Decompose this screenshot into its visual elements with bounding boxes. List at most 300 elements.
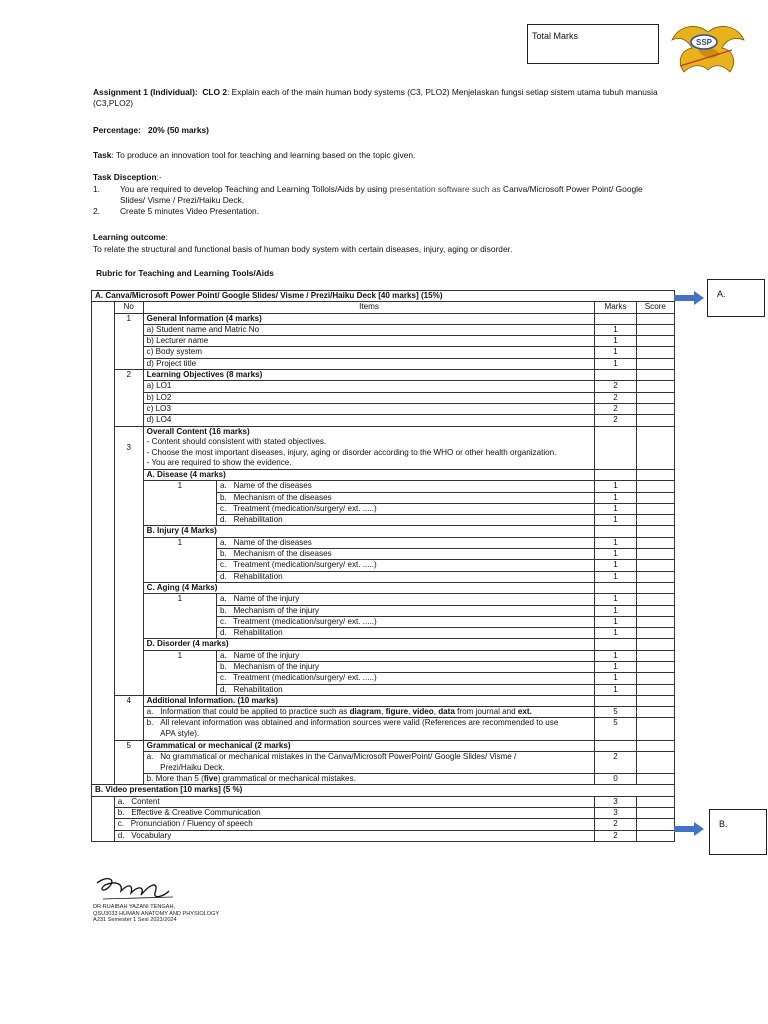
table-cell <box>92 707 115 718</box>
cell-text: Pronunciation / Fluency of speech <box>130 819 253 829</box>
table-cell <box>636 426 674 469</box>
table-cell <box>114 403 143 414</box>
cell-text: five <box>203 774 218 784</box>
table-cell: 1 <box>595 616 636 627</box>
table-cell <box>92 560 115 571</box>
cell-text: c. <box>220 560 227 570</box>
table-cell: 1 <box>143 537 216 548</box>
score-cell[interactable] <box>636 808 674 819</box>
cell-text: Rehabilitation <box>233 515 283 525</box>
table-row <box>92 324 675 335</box>
cell-text: Treatment (medication/surgery/ ext. .....) <box>233 616 377 626</box>
table-cell <box>595 426 636 469</box>
table-cell <box>114 830 595 841</box>
cell-text: a. <box>220 650 227 660</box>
table-row <box>92 537 675 548</box>
table-cell <box>595 740 636 751</box>
table-cell <box>92 594 115 605</box>
table-cell: D. Disorder (4 marks) <box>143 639 595 650</box>
table-cell <box>92 526 115 537</box>
cell-text: ext. <box>517 707 532 717</box>
cell-text: Vocabulary <box>131 830 172 840</box>
cell-text: Rehabilitation <box>233 571 283 581</box>
cell-text: video <box>412 707 434 717</box>
table-cell <box>92 650 115 661</box>
table-cell <box>595 370 636 381</box>
table-cell <box>636 639 674 650</box>
score-cell[interactable] <box>636 774 674 785</box>
table-row <box>92 740 675 751</box>
table-row <box>92 661 675 672</box>
subsection-row <box>92 639 675 650</box>
subsection-row <box>92 582 675 593</box>
cell-text: - Choose the most important diseases, injury, aging or disorder according to the WHO or other health organization. <box>146 447 557 457</box>
arrow-right-icon <box>674 822 704 836</box>
table-cell <box>114 560 143 571</box>
score-cell[interactable] <box>636 673 674 684</box>
score-cell[interactable] <box>636 594 674 605</box>
task-description-list <box>93 184 683 217</box>
table-cell <box>92 302 115 313</box>
score-cell[interactable] <box>636 560 674 571</box>
cell-text: b. <box>146 718 154 728</box>
table-cell <box>143 503 216 514</box>
table-cell <box>92 515 115 526</box>
table-cell <box>92 537 115 548</box>
cell-text: Name of the injury <box>233 594 300 604</box>
table-row <box>92 751 675 773</box>
table-cell <box>92 426 115 469</box>
section-b-row <box>92 785 675 796</box>
table-cell: 1 <box>595 324 636 335</box>
cell-text: Name of the diseases <box>233 537 312 547</box>
table-cell <box>114 526 143 537</box>
table-cell: b) LO2 <box>143 392 595 403</box>
table-cell <box>92 503 115 514</box>
table-cell: 4 <box>114 695 143 706</box>
table-cell <box>92 492 115 503</box>
table-cell <box>114 381 143 392</box>
score-cell[interactable] <box>636 718 674 740</box>
cell-text: Content <box>131 796 160 806</box>
percentage-line: Percentage: 20% (50 marks) <box>93 125 209 135</box>
table-cell <box>114 751 143 773</box>
cell-text: Treatment (medication/surgery/ ext. .....) <box>233 503 377 513</box>
table-cell <box>143 751 595 773</box>
table-cell <box>114 492 143 503</box>
table-cell: 1 <box>595 481 636 492</box>
table-cell: 1 <box>595 503 636 514</box>
score-cell[interactable] <box>636 751 674 773</box>
side-box-a: A. <box>707 279 765 317</box>
table-cell <box>92 324 115 335</box>
score-cell[interactable] <box>636 796 674 807</box>
table-cell: 1 <box>114 313 143 324</box>
col-items: Items <box>143 302 595 313</box>
assignment-heading: Assignment 1 (Individual): CLO 2: Explain each of the main human body systems (C3, PLO2) Menjelaskan fungsi setiap sistem utama tubuh manusia (C3,PLO2) <box>93 87 658 108</box>
table-row <box>92 594 675 605</box>
table-cell: c) LO3 <box>143 403 595 414</box>
table-row <box>92 358 675 369</box>
arrow-right-icon <box>674 291 704 305</box>
list-item: 1. You are required to develop Teaching and Learning Tollols/Aids by using presentation software such as Canva/Microsoft Power Point/ Google Slides/ Visme / Prezi/Haiku Deck. <box>93 184 643 205</box>
cell-text: Mechanism of the injury <box>233 661 320 671</box>
table-cell <box>114 347 143 358</box>
cell-text: ) grammatical or mechanical mistakes. <box>217 774 356 784</box>
table-cell: 1 <box>143 650 216 661</box>
table-cell: 2 <box>595 381 636 392</box>
cell-text: Information that could be applied to practice such as <box>160 707 350 717</box>
table-row <box>92 403 675 414</box>
table-cell <box>143 628 216 639</box>
cell-text: Treatment (medication/surgery/ ext. .....) <box>233 560 377 570</box>
list-item: 2. Create 5 minutes Video Presentation. <box>93 206 260 216</box>
table-cell <box>92 582 115 593</box>
table-cell <box>143 549 216 560</box>
cell-text: Name of the diseases <box>233 481 312 491</box>
table-row <box>92 605 675 616</box>
score-cell[interactable] <box>636 707 674 718</box>
table-cell <box>92 718 115 740</box>
section-a-row <box>92 291 675 302</box>
score-cell[interactable] <box>636 324 674 335</box>
table-row <box>92 313 675 324</box>
score-cell[interactable] <box>636 628 674 639</box>
table-cell <box>92 774 115 785</box>
total-marks-label: Total Marks <box>532 31 579 41</box>
table-cell <box>595 639 636 650</box>
table-cell <box>217 661 595 672</box>
table-cell: a) Student name and Matric No <box>143 324 595 335</box>
table-cell <box>114 324 143 335</box>
table-cell: 0 <box>595 774 636 785</box>
table-cell <box>217 605 595 616</box>
score-cell[interactable] <box>636 381 674 392</box>
score-cell[interactable] <box>636 515 674 526</box>
table-cell <box>114 582 143 593</box>
table-cell <box>217 571 595 582</box>
score-cell[interactable] <box>636 347 674 358</box>
cell-text: Prezi/Haiku Deck. <box>160 762 225 772</box>
signature-icon <box>93 873 183 907</box>
score-cell[interactable] <box>636 415 674 426</box>
table-cell <box>92 830 115 841</box>
table-cell <box>92 628 115 639</box>
table-cell <box>92 370 115 381</box>
table-cell: 5 <box>595 718 636 740</box>
score-cell[interactable] <box>636 616 674 627</box>
table-row <box>92 503 675 514</box>
table-cell <box>143 605 216 616</box>
cell-text: b. <box>220 549 227 559</box>
table-cell: General Information (4 marks) <box>143 313 595 324</box>
table-cell <box>217 492 595 503</box>
table-cell: B. Injury (4 Marks) <box>143 526 595 537</box>
table-cell <box>92 661 115 672</box>
score-cell[interactable] <box>636 549 674 560</box>
svg-text:SSP: SSP <box>695 38 713 47</box>
table-cell <box>143 718 595 740</box>
score-cell[interactable] <box>636 830 674 841</box>
cell-text: data <box>438 707 455 717</box>
table-cell <box>217 560 595 571</box>
table-cell: 1 <box>143 594 216 605</box>
score-cell[interactable] <box>636 650 674 661</box>
header-row <box>92 302 675 313</box>
table-cell: 2 <box>595 819 636 830</box>
cell-text: diagram <box>349 707 382 717</box>
table-cell <box>114 469 143 480</box>
score-cell[interactable] <box>636 819 674 830</box>
learning-outcome-heading: Learning outcome: <box>93 232 168 242</box>
table-cell <box>92 695 115 706</box>
cell-text: Effective & Creative Communication <box>131 808 261 818</box>
table-cell <box>114 684 143 695</box>
table-cell: 1 <box>595 560 636 571</box>
table-row <box>92 695 675 706</box>
table-cell <box>595 582 636 593</box>
score-cell[interactable] <box>636 537 674 548</box>
table-cell <box>636 582 674 593</box>
col-no: No <box>114 302 143 313</box>
table-cell <box>114 392 143 403</box>
table-cell <box>143 560 216 571</box>
cell-text: No grammatical or mechanical mistakes in the Canva/Microsoft PowerPoint/ Google Slides/ Visme / <box>160 751 517 761</box>
table-cell <box>114 336 143 347</box>
cell-text: , <box>408 707 413 717</box>
table-cell <box>143 661 216 672</box>
table-cell: 1 <box>595 661 636 672</box>
score-cell[interactable] <box>636 336 674 347</box>
cell-text: , <box>433 707 439 717</box>
table-cell <box>217 594 595 605</box>
table-cell <box>114 796 595 807</box>
table-cell: d) LO4 <box>143 415 595 426</box>
table-cell: 2 <box>595 392 636 403</box>
table-row <box>92 492 675 503</box>
score-cell[interactable] <box>636 492 674 503</box>
table-cell <box>143 571 216 582</box>
score-cell[interactable] <box>636 403 674 414</box>
table-cell: 2 <box>595 403 636 414</box>
table-cell <box>92 808 115 819</box>
table-cell: 3 <box>595 808 636 819</box>
table-cell: b) Lecturer name <box>143 336 595 347</box>
table-row <box>92 549 675 560</box>
table-cell <box>92 392 115 403</box>
table-row <box>92 707 675 718</box>
table-cell <box>92 740 115 751</box>
table-cell: 1 <box>595 336 636 347</box>
task-description-heading: Task Disception:- <box>93 172 162 182</box>
table-cell <box>143 707 595 718</box>
table-cell: 1 <box>595 673 636 684</box>
score-cell[interactable] <box>636 661 674 672</box>
table-cell <box>92 673 115 684</box>
table-cell: a) LO1 <box>143 381 595 392</box>
table-cell: d) Project title <box>143 358 595 369</box>
table-cell: c) Body system <box>143 347 595 358</box>
table-cell <box>92 313 115 324</box>
cell-text: b. <box>220 661 227 671</box>
table-cell <box>114 571 143 582</box>
table-cell <box>92 796 115 807</box>
table-row <box>92 830 675 841</box>
cell-text: a. <box>220 594 227 604</box>
col-marks: Marks <box>595 302 636 313</box>
table-cell <box>114 549 143 560</box>
table-row <box>92 370 675 381</box>
table-cell <box>217 549 595 560</box>
table-cell: 1 <box>595 358 636 369</box>
table-cell <box>114 594 143 605</box>
table-row <box>92 347 675 358</box>
table-row <box>92 415 675 426</box>
table-cell <box>636 695 674 706</box>
score-cell[interactable] <box>636 684 674 695</box>
score-cell[interactable] <box>636 481 674 492</box>
table-row <box>92 481 675 492</box>
table-cell: Grammatical or mechanical (2 marks) <box>143 740 595 751</box>
eagle-logo-icon <box>668 20 746 84</box>
table-cell <box>217 650 595 661</box>
table-cell <box>114 661 143 672</box>
table-row <box>92 774 675 785</box>
cell-text: d. <box>117 830 125 840</box>
table-cell <box>114 358 143 369</box>
table-cell <box>595 469 636 480</box>
table-cell <box>143 515 216 526</box>
task-line: Task: To produce an innovation tool for teaching and learning based on the topic given. <box>93 150 416 160</box>
table-cell <box>217 673 595 684</box>
table-cell <box>114 707 143 718</box>
table-cell <box>217 503 595 514</box>
table-cell: Learning Objectives (8 marks) <box>143 370 595 381</box>
table-cell <box>92 639 115 650</box>
table-cell: A. Disease (4 marks) <box>143 469 595 480</box>
table-row <box>92 336 675 347</box>
table-cell <box>92 481 115 492</box>
section-a-title: A. Canva/Microsoft Power Point/ Google Slides/ Visme / Prezi/Haiku Deck [40 marks] (15%) <box>92 291 675 302</box>
table-cell <box>114 673 143 684</box>
table-cell: 1 <box>595 684 636 695</box>
table-cell: 1 <box>595 650 636 661</box>
table-cell: 2 <box>595 751 636 773</box>
table-cell: 1 <box>595 537 636 548</box>
cell-text: APA style). <box>160 729 200 739</box>
table-cell <box>114 628 143 639</box>
table-cell: 1 <box>595 515 636 526</box>
table-cell <box>92 336 115 347</box>
cell-text: b. <box>220 492 227 502</box>
table-cell <box>114 537 143 548</box>
table-cell <box>636 469 674 480</box>
table-cell: 1 <box>595 628 636 639</box>
side-box-b: B. <box>709 809 767 855</box>
table-row <box>92 571 675 582</box>
table-row <box>92 392 675 403</box>
table-cell: C. Aging (4 Marks) <box>143 582 595 593</box>
table-cell <box>636 526 674 537</box>
table-cell <box>92 819 115 830</box>
table-cell <box>92 549 115 560</box>
cell-text: a. <box>146 751 154 761</box>
cell-text: c. <box>220 616 227 626</box>
table-cell <box>143 684 216 695</box>
footer: DR RUAIBAH YAZANI TENGAH, QSU3033 HUMAN ANATOMY AND PHYSIOLOGY A231 Semester 1 Sesi 2023/2024 <box>93 904 220 924</box>
cell-text: c. <box>117 819 125 829</box>
score-cell[interactable] <box>636 358 674 369</box>
table-cell <box>595 526 636 537</box>
cell-text: d. <box>220 684 227 694</box>
cell-text: a. <box>220 537 227 547</box>
cell-text: - Content should consistent with stated objectives. <box>146 437 327 447</box>
score-cell[interactable] <box>636 503 674 514</box>
score-cell[interactable] <box>636 392 674 403</box>
cell-text: Rehabilitation <box>233 684 283 694</box>
table-row <box>92 515 675 526</box>
table-cell <box>143 616 216 627</box>
learning-outcome-text: To relate the structural and functional basis of human body system with certain diseases, injury, aging or disorder. <box>93 244 513 254</box>
table-cell <box>114 515 143 526</box>
table-row <box>92 718 675 740</box>
table-cell <box>92 347 115 358</box>
cell-text: d. <box>220 628 227 638</box>
cell-text: d. <box>220 571 227 581</box>
cell-text: d. <box>220 515 227 525</box>
table-cell <box>92 571 115 582</box>
table-row <box>92 796 675 807</box>
table-cell <box>114 774 143 785</box>
cell-text: b. <box>117 808 125 818</box>
table-cell <box>92 616 115 627</box>
table-cell <box>217 628 595 639</box>
table-cell <box>636 740 674 751</box>
table-cell <box>595 313 636 324</box>
table-cell <box>92 469 115 480</box>
table-cell: 1 <box>595 594 636 605</box>
table-cell <box>114 503 143 514</box>
table-cell <box>92 381 115 392</box>
overall-content-cell <box>143 426 595 469</box>
score-cell[interactable] <box>636 605 674 616</box>
cell-text: Overall Content (16 marks) <box>146 426 250 436</box>
table-cell <box>114 616 143 627</box>
table-cell <box>114 481 143 492</box>
table-row <box>92 628 675 639</box>
table-cell <box>595 695 636 706</box>
table-cell <box>143 774 595 785</box>
table-cell <box>114 819 595 830</box>
subsection-row <box>92 469 675 480</box>
table-row <box>92 684 675 695</box>
table-cell <box>114 639 143 650</box>
rubric-table <box>91 290 675 842</box>
score-cell[interactable] <box>636 571 674 582</box>
cell-text: Mechanism of the injury <box>233 605 320 615</box>
table-cell <box>143 492 216 503</box>
cell-text: c. <box>220 673 227 683</box>
table-cell <box>217 515 595 526</box>
cell-text: a. <box>146 707 154 717</box>
table-row <box>92 426 675 469</box>
cell-text: b. <box>220 605 227 615</box>
table-cell: 1 <box>595 549 636 560</box>
table-cell <box>217 684 595 695</box>
table-cell: 2 <box>595 830 636 841</box>
table-cell: 1 <box>595 347 636 358</box>
table-cell <box>636 370 674 381</box>
